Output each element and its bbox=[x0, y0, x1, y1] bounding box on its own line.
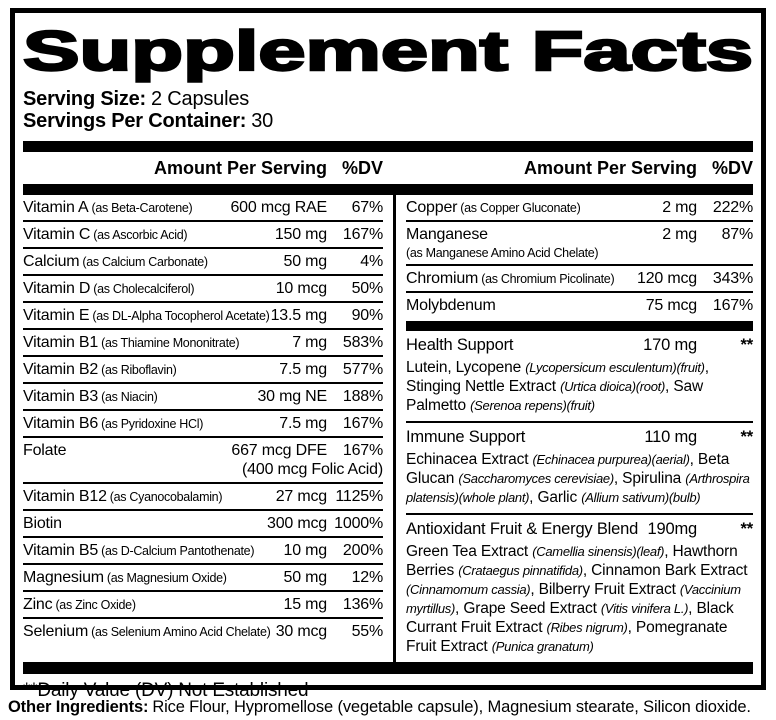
ingredient-list-text: , Spirulina bbox=[613, 470, 686, 487]
ingredient-form: (as Pyridoxine HCl) bbox=[101, 417, 204, 431]
latin-name: (Echinacea purpurea)(aerial) bbox=[532, 452, 690, 467]
ingredient-row-molybdenum bbox=[406, 293, 753, 318]
blend-section-divider-bar bbox=[406, 321, 753, 331]
ingredient-name: Vitamin B2 (as Riboflavin) bbox=[23, 361, 177, 378]
ingredient-row-vitamin-b3 bbox=[23, 384, 383, 411]
ingredient-dv: 67% bbox=[351, 199, 383, 216]
header-divider-bar-top bbox=[23, 141, 753, 152]
blend-dv: ** bbox=[740, 520, 753, 538]
ingredient-dv: 55% bbox=[351, 623, 383, 640]
blend-header bbox=[406, 428, 753, 447]
latin-name: (Punica granatum) bbox=[491, 639, 594, 654]
ingredient-columns bbox=[23, 195, 753, 662]
ingredient-dv: 222% bbox=[712, 199, 753, 216]
ingredient-row-zinc bbox=[23, 592, 383, 619]
ingredient-list-text: , Saw Palmetto bbox=[406, 378, 704, 414]
servings-per-container-value: 30 bbox=[251, 110, 274, 132]
latin-name: (Saccharomyces cerevisiae) bbox=[458, 471, 614, 486]
panel-title-wrap bbox=[23, 21, 753, 86]
ingredient-name: Copper (as Copper Gluconate) bbox=[406, 199, 581, 216]
latin-name: (Serenoa repens)(fruit) bbox=[470, 398, 595, 413]
servings-per-container bbox=[23, 110, 753, 132]
ingredient-amount-line2: (400 mcg Folic Acid) bbox=[242, 461, 383, 478]
ingredient-dv: 4% bbox=[360, 253, 383, 270]
ingredient-row-vitamin-c bbox=[23, 222, 383, 249]
ingredient-row-line bbox=[406, 270, 753, 288]
ingredient-dv: 12% bbox=[351, 569, 383, 586]
latin-name: (Urtica dioica)(root) bbox=[560, 379, 666, 394]
column-headers bbox=[23, 152, 753, 184]
ingredient-list-text: , Beta Glucan bbox=[406, 451, 730, 487]
latin-name: (Vaccinium myrtillus) bbox=[406, 582, 741, 616]
ingredient-row-line bbox=[23, 307, 383, 325]
ingredient-row-selenium bbox=[23, 619, 383, 644]
blend-immune-support bbox=[406, 421, 753, 513]
ingredient-dv: 1125% bbox=[335, 488, 383, 505]
ingredient-amount: 2 mg bbox=[662, 226, 697, 243]
ingredient-amount: 7.5 mg bbox=[279, 361, 327, 378]
ingredient-row-line bbox=[23, 280, 383, 298]
ingredient-form: (as Riboflavin) bbox=[101, 363, 177, 377]
ingredient-row-magnesium bbox=[23, 565, 383, 592]
other-ingredients-text: Rice Flour, Hypromellose (vegetable capsule), Magnesium stearate, Silicon dioxide. bbox=[152, 698, 751, 716]
ingredient-form: (as D-Calcium Pantothenate) bbox=[101, 544, 255, 558]
ingredient-dv: 188% bbox=[342, 388, 383, 405]
ingredient-amount: 150 mg bbox=[274, 226, 327, 243]
latin-name: (Allium sativum)(bulb) bbox=[581, 490, 701, 505]
ingredient-row-line bbox=[23, 488, 383, 506]
ingredient-form: (as Ascorbic Acid) bbox=[93, 228, 188, 242]
page-title: Supplement Facts bbox=[23, 19, 753, 82]
ingredient-dv: 87% bbox=[721, 226, 753, 243]
ingredient-name: Vitamin B12 (as Cyanocobalamin) bbox=[23, 488, 223, 505]
ingredient-row-vitamin-b1 bbox=[23, 330, 383, 357]
serving-size bbox=[23, 88, 753, 110]
ingredient-amount: 2 mg bbox=[662, 199, 697, 216]
ingredient-row-calcium bbox=[23, 249, 383, 276]
ingredient-name: Vitamin B6 (as Pyridoxine HCl) bbox=[23, 415, 204, 432]
blend-name: Health Support bbox=[406, 336, 514, 354]
ingredient-dv: 200% bbox=[342, 542, 383, 559]
blend-description bbox=[406, 450, 753, 507]
ingredient-row-vitamin-b6 bbox=[23, 411, 383, 438]
ingredient-form: (as DL-Alpha Tocopherol Acetate) bbox=[92, 309, 270, 323]
ingredient-dv: 167% bbox=[342, 442, 383, 459]
panel-title-svg bbox=[23, 21, 759, 81]
ingredient-form: (as Cyanocobalamin) bbox=[109, 490, 223, 504]
ingredient-list-text: , Stinging Nettle Extract bbox=[406, 359, 709, 395]
ingredient-name: Magnesium (as Magnesium Oxide) bbox=[23, 569, 227, 586]
header-dv-right: %DV bbox=[711, 158, 753, 178]
ingredient-name: Calcium (as Calcium Carbonate) bbox=[23, 253, 208, 270]
ingredient-form: (as Selenium Amino Acid Chelate) bbox=[91, 625, 271, 639]
ingredient-amount: 7.5 mg bbox=[279, 415, 327, 432]
ingredient-amount: 30 mg NE bbox=[257, 388, 327, 405]
footnote-divider-bar bbox=[23, 662, 753, 674]
latin-name: (Arthrospira platensis)(whole plant) bbox=[406, 471, 750, 505]
ingredient-list-text: , Bilberry Fruit Extract bbox=[530, 581, 680, 598]
blend-header bbox=[406, 520, 753, 539]
ingredient-name: Selenium (as Selenium Amino Acid Chelate) bbox=[23, 623, 271, 640]
ingredient-row-chromium bbox=[406, 266, 753, 293]
ingredient-row-line bbox=[23, 623, 383, 641]
ingredient-list-text: Echinacea Extract bbox=[406, 451, 533, 468]
latin-name: (Ribes nigrum) bbox=[546, 620, 628, 635]
ingredient-form: (as Cholecalciferol) bbox=[93, 282, 195, 296]
ingredient-amount: 300 mcg bbox=[267, 515, 327, 532]
header-divider-bar-bottom bbox=[23, 184, 753, 195]
ingredient-list-text: Lutein, Lycopene bbox=[406, 359, 526, 376]
ingredient-row-manganese bbox=[406, 222, 753, 266]
ingredient-row-line bbox=[23, 596, 383, 614]
ingredient-row-biotin bbox=[23, 511, 383, 538]
ingredient-row-vitamin-b5 bbox=[23, 538, 383, 565]
ingredient-amount: 10 mcg bbox=[275, 280, 327, 297]
ingredient-name: Manganese bbox=[406, 226, 488, 243]
ingredient-name: Chromium (as Chromium Picolinate) bbox=[406, 270, 615, 287]
ingredient-dv: 136% bbox=[342, 596, 383, 613]
right-ingredient-column bbox=[406, 195, 753, 662]
ingredient-amount: 120 mcg bbox=[637, 270, 697, 287]
ingredient-amount: 27 mcg bbox=[275, 488, 327, 505]
ingredient-dv: 90% bbox=[351, 307, 383, 324]
ingredient-amount: 75 mcg bbox=[645, 297, 697, 314]
latin-name: (Vitis vinifera L.) bbox=[600, 601, 689, 616]
column-headers-left bbox=[23, 158, 383, 179]
header-amount-per-serving-right: Amount Per Serving bbox=[523, 158, 697, 178]
ingredient-row-copper bbox=[406, 195, 753, 222]
ingredient-amount: 30 mcg bbox=[275, 623, 327, 640]
latin-name: (Lycopersicum esculentum)(fruit) bbox=[525, 360, 705, 375]
blend-header bbox=[406, 336, 753, 355]
blend-dv: ** bbox=[740, 428, 753, 446]
ingredient-row-line bbox=[23, 569, 383, 587]
ingredient-row-line bbox=[23, 415, 383, 433]
ingredient-name: Vitamin B5 (as D-Calcium Pantothenate) bbox=[23, 542, 255, 559]
blend-amount: 110 mg bbox=[644, 428, 697, 446]
column-divider bbox=[393, 195, 396, 662]
serving-size-label: Serving Size: bbox=[23, 88, 146, 110]
blend-dv: ** bbox=[740, 336, 753, 354]
ingredient-form: (as Copper Gluconate) bbox=[460, 201, 581, 215]
ingredient-row-line bbox=[23, 226, 383, 244]
ingredient-name: Vitamin E (as DL-Alpha Tocopherol Acetate) bbox=[23, 307, 270, 324]
ingredient-dv: 577% bbox=[342, 361, 383, 378]
ingredient-form: (as Beta-Carotene) bbox=[91, 201, 193, 215]
ingredient-list-text: , Cinnamon Bark Extract bbox=[582, 562, 748, 579]
ingredient-name: Vitamin D (as Cholecalciferol) bbox=[23, 280, 195, 297]
blend-name: Antioxidant Fruit & Energy Blend bbox=[406, 520, 639, 538]
blend-description bbox=[406, 542, 753, 656]
ingredient-row-folate bbox=[23, 438, 383, 484]
ingredient-row-line bbox=[406, 199, 753, 217]
ingredient-name: Vitamin A (as Beta-Carotene) bbox=[23, 199, 193, 216]
ingredient-row-line bbox=[23, 199, 383, 217]
header-amount-per-serving-left: Amount Per Serving bbox=[153, 158, 327, 178]
ingredient-amount: 50 mg bbox=[283, 253, 327, 270]
ingredient-name: Folate bbox=[23, 442, 67, 459]
ingredient-amount: 7 mg bbox=[292, 334, 327, 351]
ingredient-name: Vitamin B3 (as Niacin) bbox=[23, 388, 158, 405]
ingredient-form: (as Chromium Picolinate) bbox=[481, 272, 615, 286]
ingredient-row-line bbox=[23, 361, 383, 379]
header-dv-left: %DV bbox=[341, 158, 383, 178]
ingredient-amount: 667 mcg DFE bbox=[231, 442, 327, 459]
ingredient-row-line bbox=[406, 226, 753, 244]
blend-amount: 190mg bbox=[647, 520, 697, 538]
ingredient-row-vitamin-b12 bbox=[23, 484, 383, 511]
ingredient-form: (as Calcium Carbonate) bbox=[82, 255, 208, 269]
blend-description bbox=[406, 358, 753, 415]
ingredient-row-line bbox=[23, 542, 383, 560]
ingredient-name: Biotin bbox=[23, 515, 62, 532]
ingredient-dv: 50% bbox=[351, 280, 383, 297]
ingredient-row-line bbox=[23, 388, 383, 406]
latin-name: (Crataegus pinnatifida) bbox=[458, 563, 583, 578]
ingredient-row-vitamin-d bbox=[23, 276, 383, 303]
ingredient-row-line bbox=[23, 442, 383, 460]
ingredient-row-vitamin-a bbox=[23, 195, 383, 222]
ingredient-name: Vitamin C (as Ascorbic Acid) bbox=[23, 226, 188, 243]
ingredient-amount: 10 mg bbox=[283, 542, 327, 559]
ingredient-form: (as Niacin) bbox=[101, 390, 158, 404]
ingredient-list-text: , Hawthorn Berries bbox=[406, 543, 738, 579]
blend-health-support bbox=[406, 331, 753, 421]
ingredient-form-line2: (as Manganese Amino Acid Chelate) bbox=[406, 246, 599, 260]
ingredient-row-vitamin-b2 bbox=[23, 357, 383, 384]
other-ingredients bbox=[8, 698, 774, 717]
other-ingredients-label: Other Ingredients: bbox=[8, 698, 149, 716]
ingredient-row-vitamin-e bbox=[23, 303, 383, 330]
ingredient-row-line bbox=[23, 334, 383, 352]
ingredient-list-text: , Pomegranate Fruit Extract bbox=[406, 619, 728, 655]
ingredient-list-text: Green Tea Extract bbox=[406, 543, 533, 560]
ingredient-list-text: , Grape Seed Extract bbox=[455, 600, 601, 617]
column-headers-right bbox=[406, 158, 753, 179]
blend-amount: 170 mg bbox=[643, 336, 697, 354]
ingredient-amount: 600 mcg RAE bbox=[230, 199, 327, 216]
ingredient-dv: 343% bbox=[712, 270, 753, 287]
ingredient-form: (as Thiamine Mononitrate) bbox=[101, 336, 240, 350]
ingredient-dv: 583% bbox=[342, 334, 383, 351]
ingredient-row-line bbox=[23, 515, 383, 533]
blend-name: Immune Support bbox=[406, 428, 526, 446]
ingredient-amount: 13.5 mg bbox=[270, 307, 327, 324]
ingredient-list-text: , Garlic bbox=[529, 489, 582, 506]
daily-value-footnote: **Daily Value (DV) Not Established bbox=[23, 680, 309, 701]
ingredient-list-text: , Black Currant Fruit Extract bbox=[406, 600, 734, 636]
ingredient-amount: 15 mg bbox=[283, 596, 327, 613]
ingredient-amount: 50 mg bbox=[283, 569, 327, 586]
ingredient-name: Zinc (as Zinc Oxide) bbox=[23, 596, 136, 613]
latin-name: (Camellia sinensis)(leaf) bbox=[532, 544, 665, 559]
blend-antioxidant-fruit-energy-blend bbox=[406, 513, 753, 662]
servings-per-container-label: Servings Per Container: bbox=[23, 110, 247, 132]
ingredient-dv: 167% bbox=[342, 415, 383, 432]
ingredient-row-line bbox=[406, 297, 753, 315]
latin-name: (Cinnamomum cassia) bbox=[406, 582, 531, 597]
left-ingredient-column bbox=[23, 195, 383, 662]
serving-size-value: 2 Capsules bbox=[151, 88, 250, 110]
ingredient-name: Molybdenum bbox=[406, 297, 496, 314]
supplement-facts-panel bbox=[10, 8, 766, 701]
ingredient-dv: 1000% bbox=[334, 515, 383, 532]
ingredient-form: (as Magnesium Oxide) bbox=[106, 571, 227, 585]
ingredient-name: Vitamin B1 (as Thiamine Mononitrate) bbox=[23, 334, 240, 351]
ingredient-dv: 167% bbox=[342, 226, 383, 243]
ingredient-form: (as Zinc Oxide) bbox=[55, 598, 136, 612]
ingredient-dv: 167% bbox=[712, 297, 753, 314]
ingredient-row-line bbox=[23, 253, 383, 271]
